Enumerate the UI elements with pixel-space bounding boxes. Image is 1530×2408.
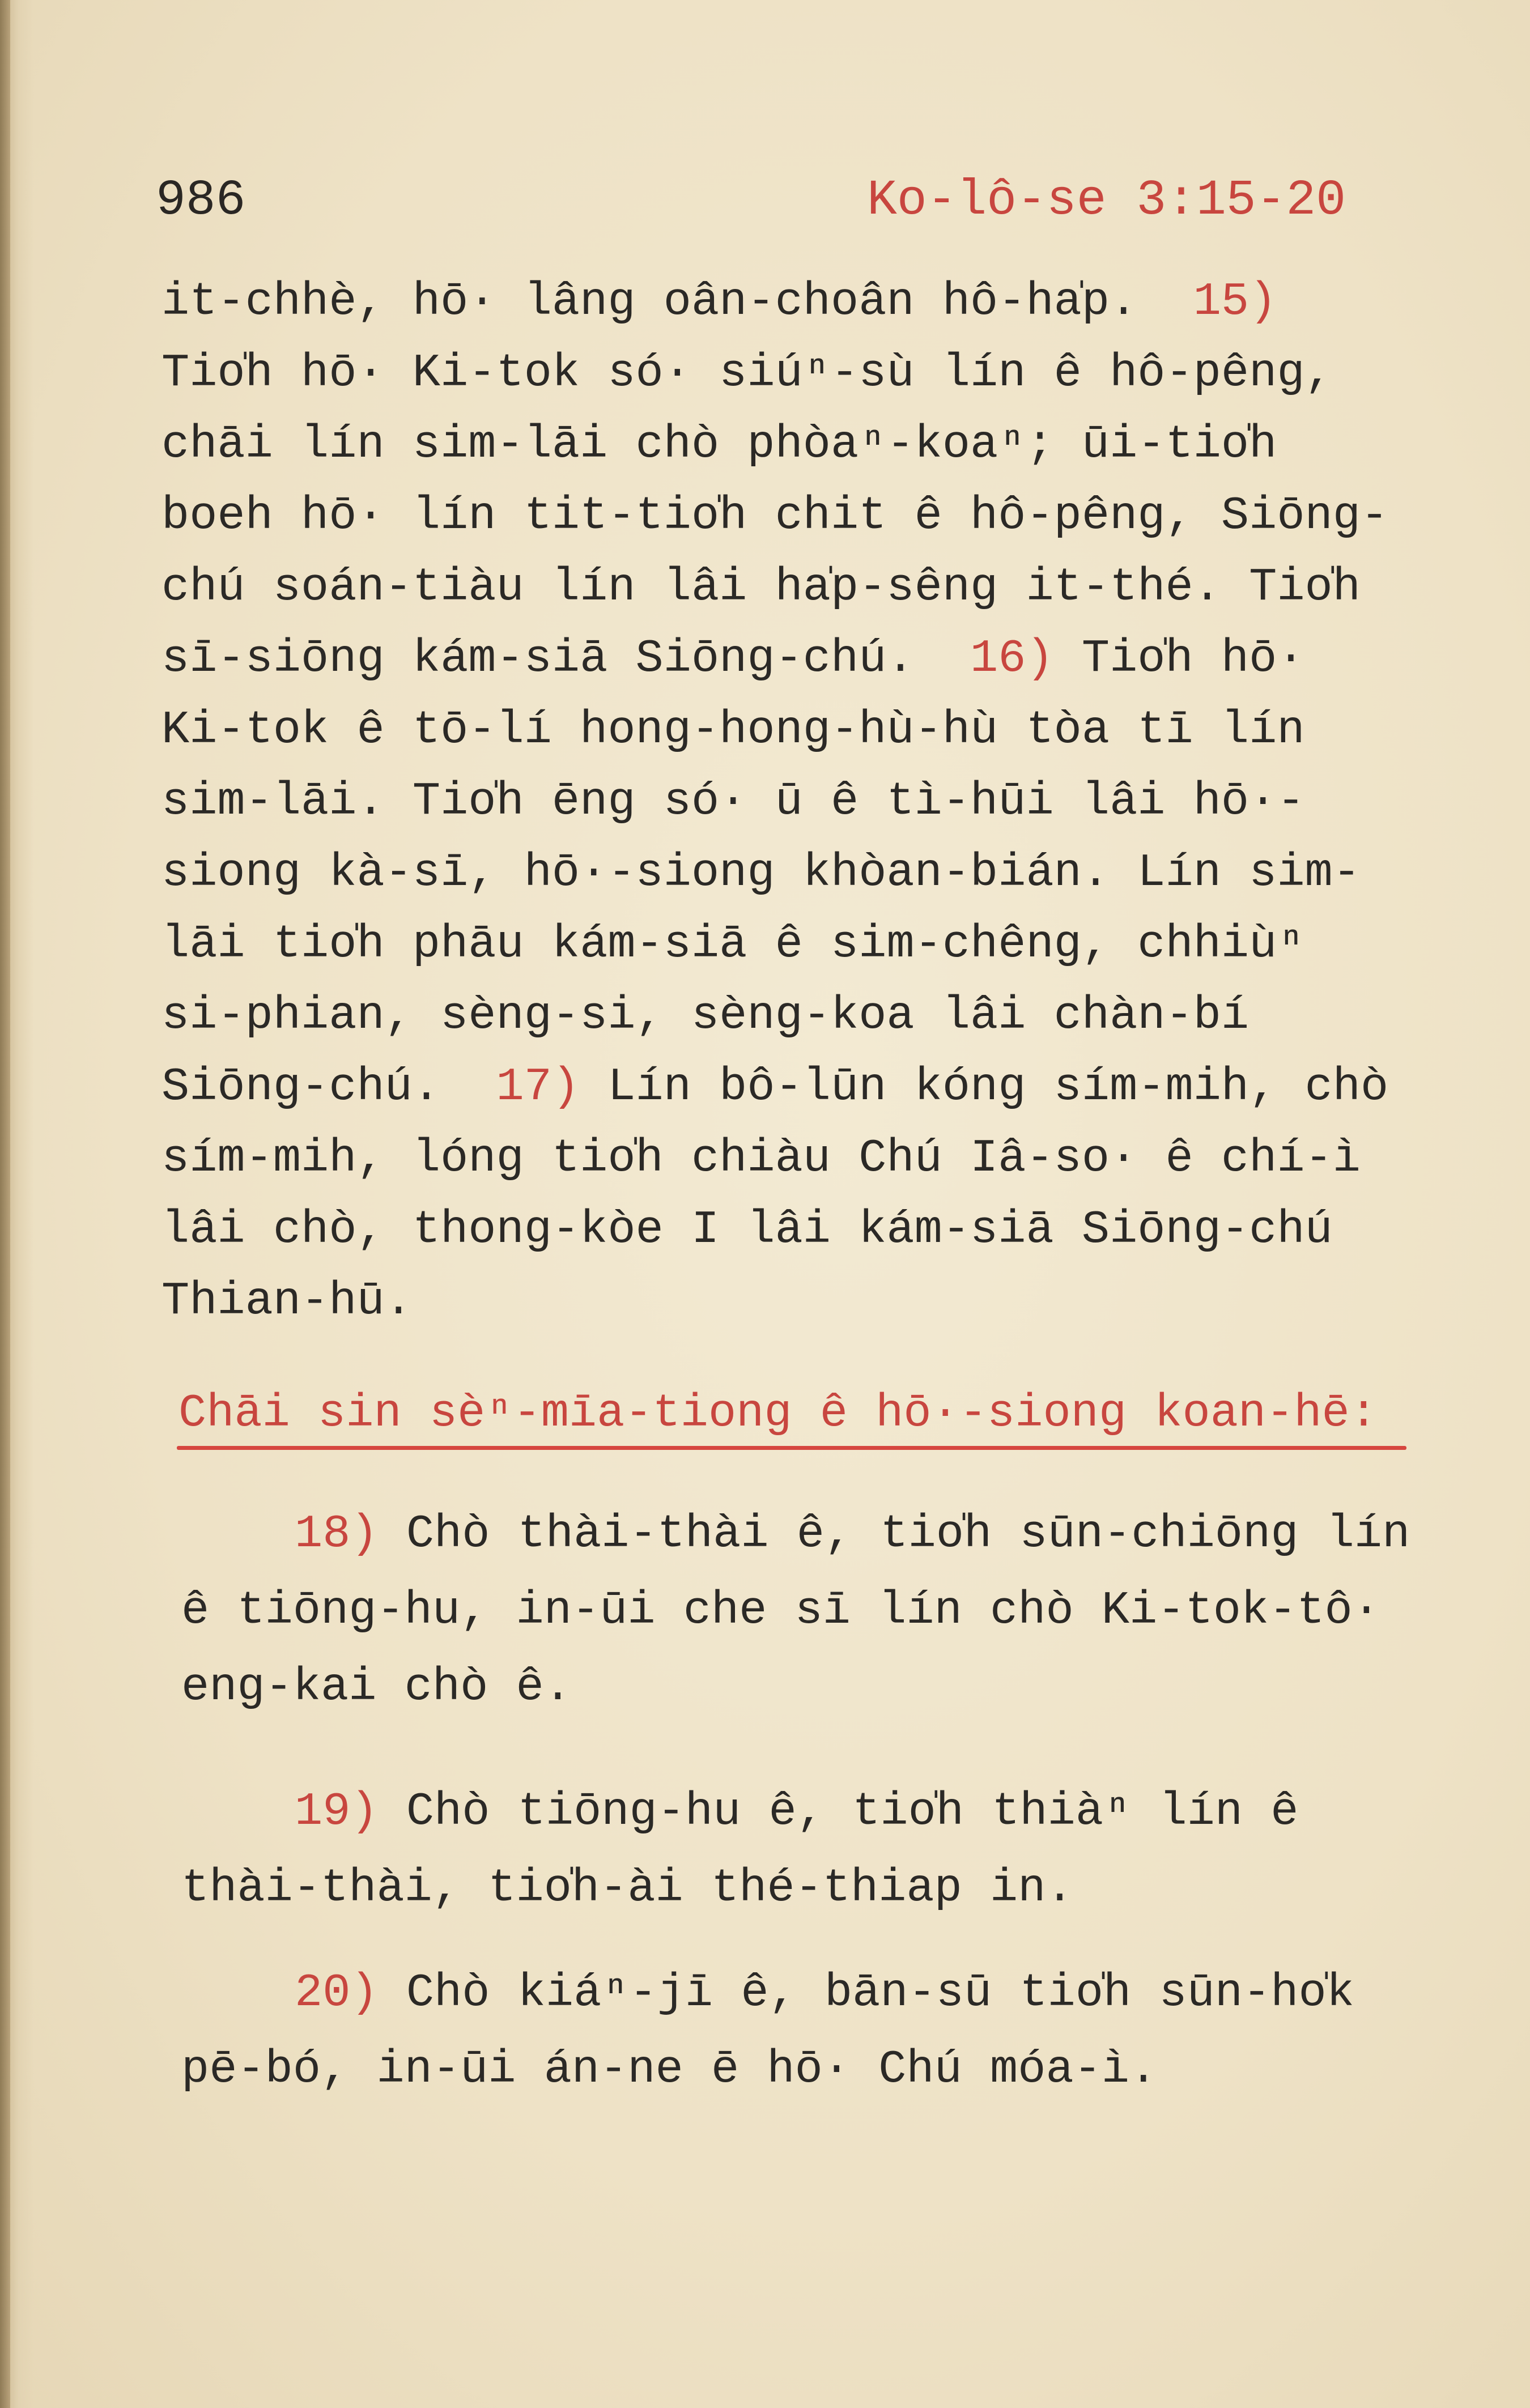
section-heading: Chāi sin sèⁿ-mīa-tiong ê hō·-siong koan-hē: <box>178 1387 1378 1440</box>
text-line: sím-mih, lóng tio̍h chiàu Chú Iâ-so· ê chí-ì <box>162 1132 1361 1185</box>
verse-paragraph-18 <box>181 1496 1462 1725</box>
verse-paragraph-20 <box>181 1955 1462 2108</box>
verse-paragraph-19 <box>181 1773 1462 1926</box>
verse-number: 15) <box>1193 275 1277 328</box>
text-line: 18) Chò thài-thài ê, tio̍h sūn-chiōng lín <box>295 1508 1410 1560</box>
text-line: chú soán-tiàu lín lâi ha̍p-sêng it-thé. Tio̍h <box>162 561 1361 614</box>
text-line: lâi chò, thong-kòe I lâi kám-siā Siōng-chú <box>162 1203 1333 1256</box>
text-line: 20) Chò kiáⁿ-jī ê, bān-sū tio̍h sūn-ho̍k <box>295 1967 1354 2019</box>
text-line: Thian-hū. <box>162 1275 413 1328</box>
text-line: ê tiōng-hu, in-ūi che sī lín chò Ki-tok-tô· <box>181 1584 1380 1637</box>
binding-shadow <box>0 0 10 2408</box>
verse-number: 17) <box>496 1061 580 1113</box>
text-line: pē-bó, in-ūi án-ne ē hō· Chú móa-ì. <box>181 2043 1158 2096</box>
page-header <box>156 170 1346 244</box>
text-line: chāi lín sim-lāi chò phòaⁿ-koaⁿ; ūi-tio̍h <box>162 418 1277 471</box>
text-line: 19) Chò tiōng-hu ê, tio̍h thiàⁿ lín ê <box>295 1785 1299 1838</box>
text-line: eng-kai chò ê. <box>181 1661 572 1713</box>
body-text <box>162 266 1465 1337</box>
text-line: sim-lāi. Tio̍h ēng só· ū ê tì-hūi lâi hō·- <box>162 775 1305 828</box>
heading-underline <box>177 1446 1406 1450</box>
text-line: sī-siōng kám-siā Siōng-chú. 16) Tio̍h hō· <box>162 632 1305 685</box>
text-line: it-chhè, hō· lâng oân-choân hô-ha̍p. 15) <box>162 275 1277 328</box>
text-line: siong kà-sī, hō·-siong khòan-bián. Lín sim- <box>162 846 1361 899</box>
text-line: Ki-tok ê tō-lí hong-hong-hù-hù tòa tī lín <box>162 704 1305 756</box>
text-line: boeh hō· lín tit-tio̍h chit ê hô-pêng, Siōng- <box>162 490 1389 542</box>
text-line: Siōng-chú. 17) Lín bô-lūn kóng sím-mih, chò <box>162 1061 1389 1113</box>
text-line: si-phian, sèng-si, sèng-koa lâi chàn-bí <box>162 989 1250 1042</box>
verse-number: 16) <box>970 632 1054 685</box>
text-line: Tio̍h hō· Ki-tok só· siúⁿ-sù lín ê hô-pêng, <box>162 347 1333 399</box>
text-line: thài-thài, tio̍h-ài thé-thiap in. <box>181 1862 1074 1915</box>
page-number: 986 <box>156 173 246 229</box>
text-line: lāi tio̍h phāu kám-siā ê sim-chêng, chhiùⁿ <box>162 918 1305 971</box>
verse-number: 18) <box>295 1508 379 1560</box>
verse-number: 19) <box>295 1785 379 1838</box>
running-head: Ko-lô-se 3:15-20 <box>867 173 1346 229</box>
verse-number: 20) <box>295 1967 379 2019</box>
